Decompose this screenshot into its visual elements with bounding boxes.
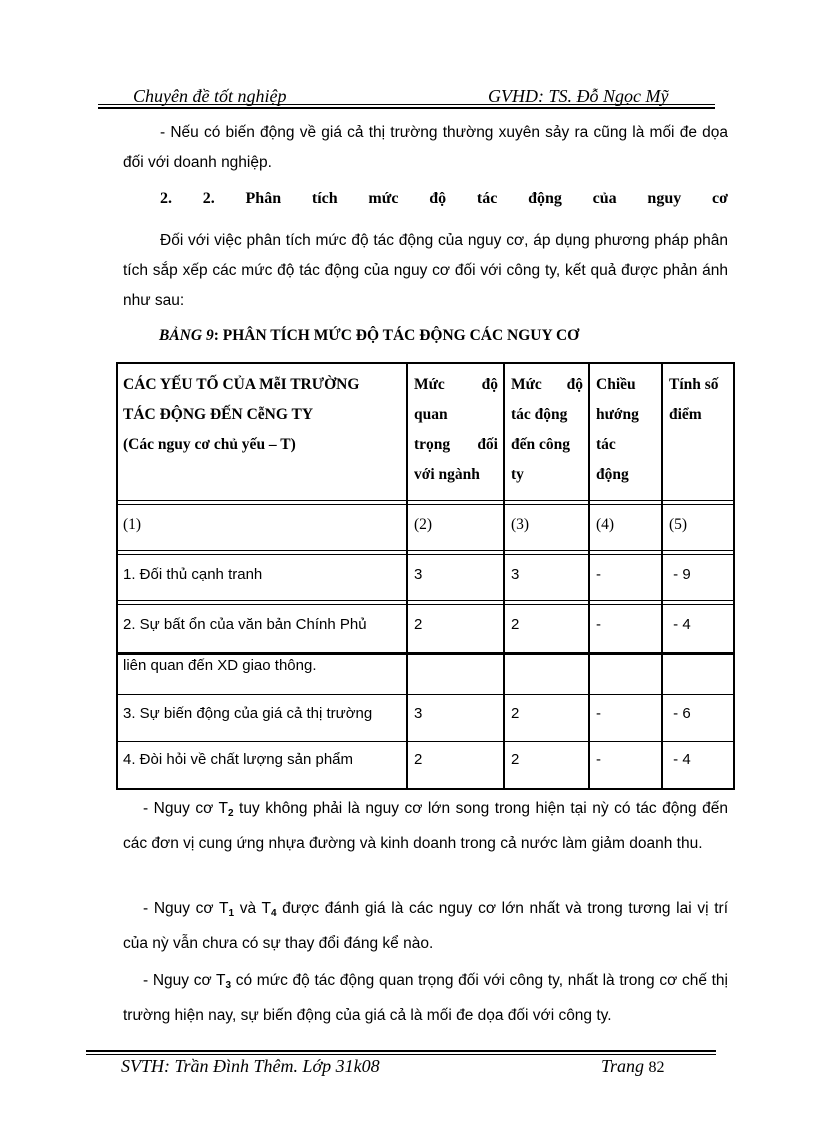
table-title-label: BẢNG 9 (159, 327, 214, 344)
header-direction-line: Chiều (596, 376, 636, 393)
section-word: động (528, 190, 562, 207)
header-factors-line: CÁC YẾU TỐ CỦA MễI TRƯỜNG (123, 376, 360, 393)
header-impact-word: độ (566, 376, 583, 393)
header-impact (511, 370, 583, 490)
row-factor: 4. Đòi hỏi về chất lượng sản phẩm (123, 751, 354, 768)
note-text: - Nguy cơ T (143, 972, 226, 989)
header-advisor: GVHD: TS. Đỗ Ngọc Mỹ (488, 86, 669, 106)
header-importance (414, 370, 498, 490)
note-text: và T (234, 900, 271, 917)
header-score (669, 370, 719, 430)
row-impact: 2 (511, 616, 520, 633)
section-word: mức (368, 190, 399, 207)
note-text: được đánh giá là các nguy cơ lớn nhất và trong tương lai vị trí của nỳ vẫn chưa có sự thay đổi đáng kể nào. (123, 900, 729, 952)
row-direction: - (596, 705, 601, 722)
row-impact: 2 (511, 751, 520, 768)
header-direction-line: tác (596, 436, 616, 453)
index-cell: (2) (414, 516, 433, 533)
analysis-paragraph: Đối với việc phân tích mức độ tác động của nguy cơ, áp dụng phương pháp phân tích sắp xếp các mức độ tác động của nguy cơ đối với công ty, kết quả được phản ánh như sau: (123, 232, 728, 309)
section-word: độ (429, 190, 447, 207)
index-cell: (5) (669, 516, 688, 533)
row-factor: 3. Sự biến động của giá cả thị trường (123, 705, 373, 722)
section-word: cơ (711, 190, 728, 207)
section-word: của (592, 190, 617, 207)
header-importance-word: đối (477, 436, 498, 453)
section-word: Phân (245, 190, 282, 207)
header-score-line: Tính số (669, 376, 719, 393)
row-factor: 1. Đối thủ cạnh tranh (123, 566, 263, 583)
header-impact-line: ty (511, 466, 524, 483)
row-direction: - (596, 566, 601, 583)
header-direction-line: động (596, 466, 629, 483)
threat-table (116, 362, 735, 790)
row-score: - 4 (669, 616, 691, 633)
table-title (159, 327, 579, 345)
row-importance: 3 (414, 566, 423, 583)
header-impact-line: đến công (511, 436, 570, 453)
section-word: nguy (647, 190, 682, 207)
row-impact: 2 (511, 705, 520, 722)
row-importance: 2 (414, 616, 423, 633)
header-impact-line: tác động (511, 406, 568, 423)
note-threat-3 (123, 966, 728, 1031)
header-importance-word: độ (481, 376, 498, 393)
header-factors-line: TÁC ĐỘNG ĐẾN CễNG TY (123, 406, 314, 423)
row-importance: 3 (414, 705, 423, 722)
row-direction: - (596, 751, 601, 768)
section-heading (123, 190, 728, 208)
header-direction-line: hướng (596, 406, 639, 423)
index-cell: (1) (123, 516, 142, 533)
header-direction (596, 370, 639, 490)
header-importance-line: với ngành (414, 466, 480, 483)
note-subscript: 2 (227, 808, 234, 819)
section-word: 2. (202, 190, 215, 207)
footer-rule-thick (86, 1050, 716, 1052)
intro-paragraph: - Nếu có biến động về giá cả thị trường thường xuyên sảy ra cũng là mối đe dọa đối với doanh nghiệp. (123, 124, 728, 171)
header-importance-word: trọng (414, 436, 451, 453)
header-importance-word: Mức (414, 376, 445, 393)
row-factor-continuation: liên quan đến XD giao thông. (123, 657, 317, 674)
section-word: tác (476, 190, 498, 207)
note-text: tuy không phải là nguy cơ lớn song trong hiện tại nỳ có tác động đến các đơn vị cung ứng nhựa đường và kinh doanh trong cả nước làm giảm doanh thu. (123, 800, 728, 852)
section-word: tích (311, 190, 338, 207)
header-rule-thick (98, 107, 715, 109)
note-text: - Nguy cơ T (143, 900, 229, 917)
note-subscript: 4 (270, 908, 277, 919)
note-subscript: 1 (228, 908, 235, 919)
footer-student: SVTH: Trần Đình Thêm. Lớp 31k08 (121, 1056, 380, 1076)
index-cell: (4) (596, 516, 615, 533)
header-course-title: Chuyên đề tốt nghiệp (133, 86, 287, 106)
section-word: 2. (160, 190, 172, 207)
table-title-text: : PHÂN TÍCH MỨC ĐỘ TÁC ĐỘNG CÁC NGUY CƠ (213, 327, 580, 344)
footer-page-number: 82 (648, 1059, 665, 1076)
footer-page (601, 1056, 665, 1077)
header-factors (123, 370, 359, 460)
footer-rule (86, 1054, 716, 1055)
row-importance: 2 (414, 751, 423, 768)
row-score: - 4 (669, 751, 691, 768)
note-subscript: 3 (225, 980, 232, 991)
note-text: - Nguy cơ T (143, 800, 228, 817)
header-rule (98, 104, 715, 105)
row-factor: 2. Sự bất ổn của văn bản Chính Phủ (123, 616, 367, 633)
header-importance-line: quan (414, 406, 448, 423)
row-score: - 9 (669, 566, 691, 583)
note-threat-1-4 (123, 894, 728, 959)
header-factors-line: (Các nguy cơ chủ yếu – T) (123, 436, 296, 453)
note-text: có mức độ tác động quan trọng đối với công ty, nhất là trong cơ chế thị trường hiện nay, sự biến động của giá cả là mối đe dọa đối với công ty. (123, 972, 728, 1024)
header-score-line: điểm (669, 406, 702, 423)
row-impact: 3 (511, 566, 520, 583)
index-cell: (3) (511, 516, 530, 533)
header-impact-word: Mức (511, 376, 542, 393)
note-threat-2 (123, 794, 728, 859)
row-score: - 6 (669, 705, 691, 722)
footer-page-label: Trang (601, 1056, 649, 1076)
row-direction: - (596, 616, 601, 633)
